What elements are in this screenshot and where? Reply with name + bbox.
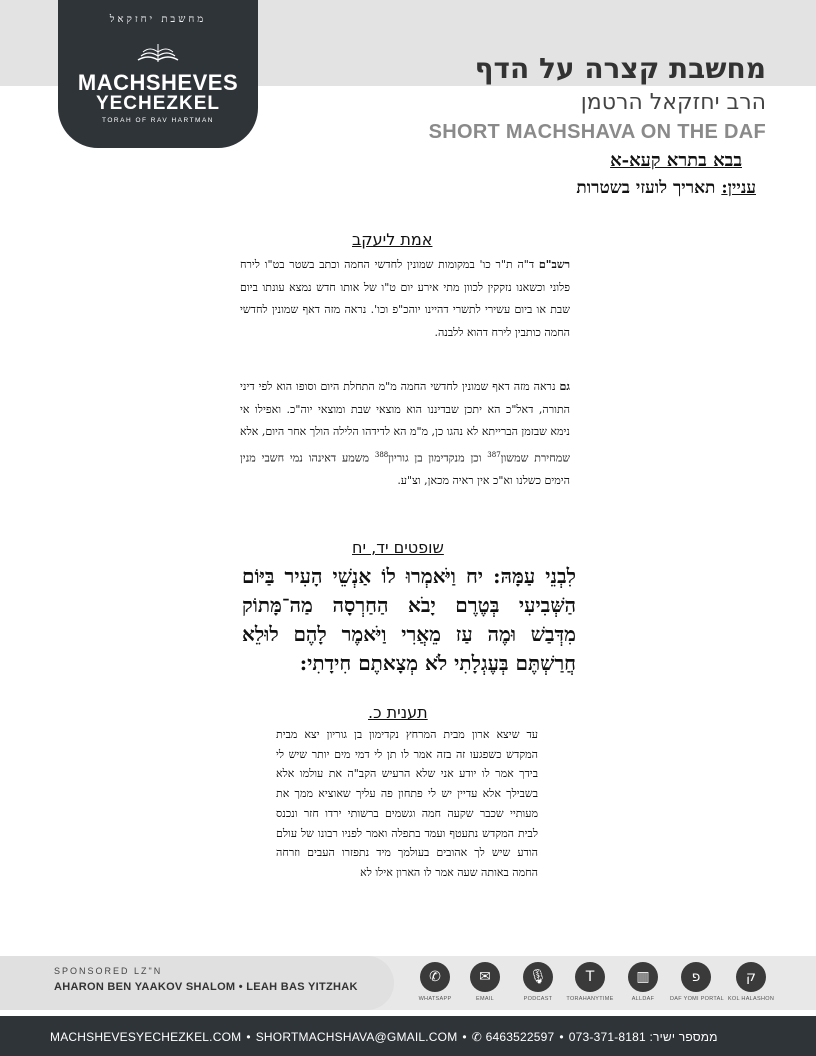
icon-label: ALLDAF bbox=[631, 996, 655, 1002]
dafyomi-portal-icon: פ bbox=[681, 962, 711, 992]
source-title-taanis: תענית כ. bbox=[368, 703, 428, 722]
icon-label: WHATSAPP bbox=[418, 996, 452, 1002]
alldaf-link[interactable] bbox=[617, 962, 669, 1002]
phone-icon: ✆ bbox=[471, 1030, 483, 1044]
source-text-shoftim: לִבְנֵי עַמָּהּ: יח וַיֹּאמְרוּ לוֹ אַנְשֵׁי הָעִיר בַּיּוֹם הַשְּׁבִיעִי בְּטֶרֶם יָבֹא הַחַרְסָה מַה־מָּתוֹק מִדְּבַשׁ וּמֶה עַז מֵאֲרִי וַיֹּאמֶר לָהֶם לוּלֵא חֲרַשְׁתֶּם בְּעֶגְלָתִי לֹא מְצָאתֶם חִידָתִי: bbox=[242, 564, 576, 675]
page-title: מחשבת קצרה על הדף bbox=[474, 52, 766, 85]
contact-info: MACHSHEVESYECHEZKEL.COM • SHORTMACHSHAVA@GMAIL.COM • ✆ 6463522597 • 073-371-8181 ממספר ישיר: bbox=[50, 1030, 718, 1044]
english-title: SHORT MACHSHAVA ON THE DAF bbox=[428, 121, 766, 143]
whatsapp-icon: ✆ bbox=[420, 962, 450, 992]
source-body: ד"ה ת"ר כו' במקומות שמונין לחדשי החמה וכתב בשטר בט"ו לירח פלוני וכשאנו נזקקין לכוון מתי אירע יום ט"ו של אותו חדש נמצא עונתו ביום שבת או ביום עשירי לתשרי דהיינו יוהכ"פ וכו'. נראה מזה דאף שמונין לחדשי החמה כותבין לירח דהוא ללבנה. bbox=[240, 258, 570, 339]
logo[interactable] bbox=[58, 0, 258, 148]
whatsapp-link[interactable] bbox=[409, 962, 461, 1002]
logo-tagline: TORAH OF RAV HARTMAN bbox=[102, 117, 214, 124]
logo-hebrew-text: מחשבת יחזקאל bbox=[109, 14, 207, 25]
website-link[interactable]: MACHSHEVESYECHEZKEL.COM bbox=[50, 1030, 242, 1044]
topic-line bbox=[576, 178, 756, 198]
icon-label: KOL HALASHON bbox=[727, 996, 775, 1002]
torahanytime-link[interactable] bbox=[564, 962, 616, 1002]
source-body: משמע דאינהו נמי חשבי מנין הימים כשלנו וא"כ אין ראיה מכאן, וצ"ע. bbox=[240, 451, 570, 487]
alldaf-icon: ▥ bbox=[628, 962, 658, 992]
source-lead: רשב"ם bbox=[538, 258, 571, 271]
sponsored-label: SPONSORED LZ"N bbox=[54, 966, 163, 976]
email-icon: ✉ bbox=[470, 962, 500, 992]
source-text-emes-lyaakov-2 bbox=[240, 376, 570, 492]
microphone-icon: 🎙 bbox=[523, 962, 553, 992]
dafyomi-portal-link[interactable] bbox=[670, 962, 725, 1002]
direct-number-label: ממספר ישיר: bbox=[649, 1030, 718, 1044]
source-body: נראה מזה דאף שמונין לחדשי החמה מ"מ התחלת היום וסופו הוא לפי דיני התורה, דאל"כ הא יתכן שבדיננו הוא מוצאי שבת ומוצאי יוה"כ. ואפילו אי נימא שבזמן הברייתא לא נהגו כן, מ"מ הא לדידהו הלילה הולך אחר היום, אלא שמחירת שמשון bbox=[240, 380, 571, 465]
footnote-marker: 388 bbox=[374, 450, 389, 459]
source-lead: גם bbox=[559, 380, 570, 393]
icon-label: TORAHANYTIME bbox=[566, 996, 614, 1002]
source-text-taanis: עד שיצא ארון מבית המרחץ נקדימון בן גוריון יצא מבית המקדש כשפגעו זה בזה אמר לו תן לי דמי מים יותר שיש לי בידך אמר לו יודע אני שלא הרעיש הקב"ה את עולמו אלא בשבילך אלא עדיין יש לי פתחון פה עליך שאוציא ממך את מעותיי שכבר שקעה חמה וגשמים ברשותי ירדו חזר ונכנס לבית המקדש נתעטף ועמד בתפלה ואמר לפניו רבונו של עולם הודע שיש לך אהובים בעולמך מיד נתפזרו העבים וזרחה החמה באותה שעה אמר לו הארון אילו לא bbox=[276, 728, 538, 879]
icon-label: DAF YOMI PORTAL bbox=[670, 996, 725, 1002]
topic-text: תאריך לועזי בשטרות bbox=[576, 178, 716, 198]
footnote-marker: 387 bbox=[487, 450, 501, 459]
icon-label: PODCAST bbox=[523, 996, 553, 1002]
icon-label: EMAIL bbox=[475, 996, 494, 1002]
open-book-icon bbox=[133, 36, 183, 66]
sponsored-names: AHARON BEN YAAKOV SHALOM • LEAH BAS YITZHAK bbox=[54, 981, 358, 993]
daf-reference: בבא בתרא קעא-א bbox=[610, 150, 742, 171]
email-link[interactable] bbox=[459, 962, 511, 1002]
kolhalashon-link[interactable] bbox=[725, 962, 777, 1002]
kolhalashon-icon: ק bbox=[736, 962, 766, 992]
podcast-link[interactable] bbox=[512, 962, 564, 1002]
source-text-emes-lyaakov-1 bbox=[240, 254, 570, 344]
source-body: וכן מנקדימון בן גוריון bbox=[388, 451, 482, 465]
logo-name-line2: YECHEZKEL bbox=[95, 93, 221, 114]
email-address-link[interactable]: SHORTMACHSHAVA@GMAIL.COM bbox=[255, 1030, 458, 1044]
phone-number[interactable]: 6463522597 bbox=[485, 1030, 555, 1044]
contact-bar bbox=[0, 1016, 816, 1056]
torahanytime-icon: T bbox=[575, 962, 605, 992]
direct-number[interactable]: 073-371-8181 bbox=[568, 1030, 646, 1044]
source-title-shoftim: שופטים יד, יח bbox=[352, 538, 444, 557]
topic-label: עניין: bbox=[721, 178, 756, 198]
author-name: הרב יחזקאל הרטמן bbox=[580, 90, 766, 115]
source-title-emes-lyaakov: אמת ליעקב bbox=[352, 230, 433, 249]
logo-name-line1: MACHSHEVES bbox=[77, 70, 239, 95]
